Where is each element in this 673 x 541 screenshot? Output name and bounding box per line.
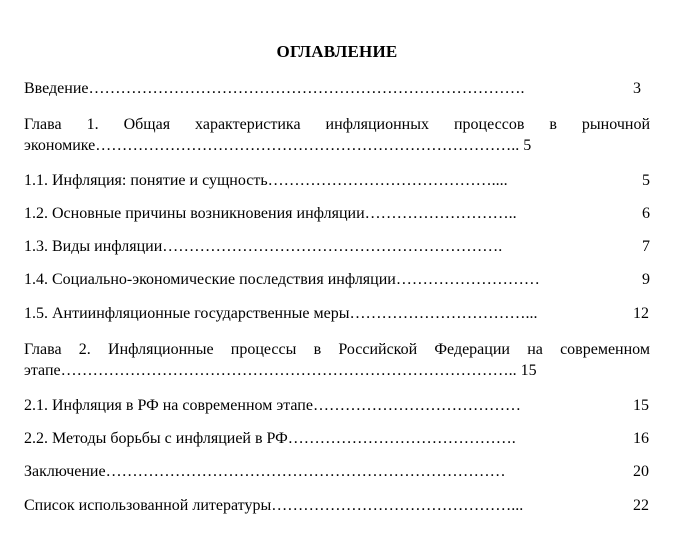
- toc-entry-1-2: [24, 204, 650, 224]
- toc-entry-2-1: [24, 396, 650, 416]
- toc-title: ОГЛАВЛЕНИЕ: [276, 42, 398, 61]
- toc-entry-text: 1.5. Антиинфляционные государственные меры……………………………...: [24, 305, 538, 322]
- toc-entry-page: 6: [642, 205, 650, 222]
- toc-entry-1-4: [24, 270, 650, 290]
- toc-entry-chapter-2: [24, 340, 650, 360]
- toc-entry-text: 1.4. Социально-экономические последствия инфляции………………………: [24, 271, 540, 288]
- toc-entry-chapter-1-line2: [24, 136, 650, 156]
- toc-entry-page: 7: [642, 238, 650, 255]
- toc-entry-text: 1.3. Виды инфляции……………………………………………………….: [24, 238, 503, 255]
- toc-entry-page: 9: [642, 271, 650, 288]
- toc-entry-page: 5: [642, 172, 650, 189]
- toc-entry-1-3: [24, 237, 650, 257]
- toc-entry-text: Введение……………………………………………………………………….: [24, 80, 525, 97]
- toc-entry-page: 3: [633, 80, 641, 97]
- toc-entry-text: 2.2. Методы борьбы с инфляцией в РФ…………………………………….: [24, 430, 516, 447]
- toc-entry-references: [24, 496, 650, 516]
- toc-entry-chapter-2-line2: [24, 361, 650, 381]
- toc-entry-introduction: [24, 79, 650, 99]
- toc-entry-text: этапе…………………………………………………………………………..: [24, 362, 517, 379]
- toc-entry-1-1: [24, 171, 650, 191]
- toc-entry-text: Глава 1. Общая характеристика инфляционных процессов в рыночной: [24, 116, 650, 133]
- toc-entry-text: Глава 2. Инфляционные процессы в Российской Федерации на современном: [24, 341, 650, 358]
- toc-entry-chapter-1: [24, 115, 650, 135]
- toc-entry-page: 15: [520, 362, 537, 379]
- toc-entry-page: 15: [633, 397, 649, 414]
- toc-entry-page: 12: [633, 305, 649, 322]
- toc-entry-page: 5: [523, 137, 532, 154]
- toc-entry-1-5: [24, 304, 650, 324]
- toc-entry-2-2: [24, 429, 650, 449]
- toc-entry-text: Заключение…………………………………………………………………: [24, 463, 506, 480]
- toc-entry-page: 20: [633, 463, 649, 480]
- toc-entry-conclusion: [24, 462, 650, 482]
- toc-entry-text: 1.1. Инфляция: понятие и сущность……………………………………....: [24, 172, 508, 189]
- toc-entry-text: экономике……………………………………………………………………..: [24, 137, 520, 154]
- toc-entry-page: 22: [633, 497, 649, 514]
- toc-entry-text: Список использованной литературы………………………………………...: [24, 497, 524, 514]
- toc-entry-page: 16: [633, 430, 649, 447]
- toc-entry-text: 1.2. Основные причины возникновения инфляции………………………..: [24, 205, 517, 222]
- toc-entry-text: 2.1. Инфляция в РФ на современном этапе…………………………………: [24, 397, 521, 414]
